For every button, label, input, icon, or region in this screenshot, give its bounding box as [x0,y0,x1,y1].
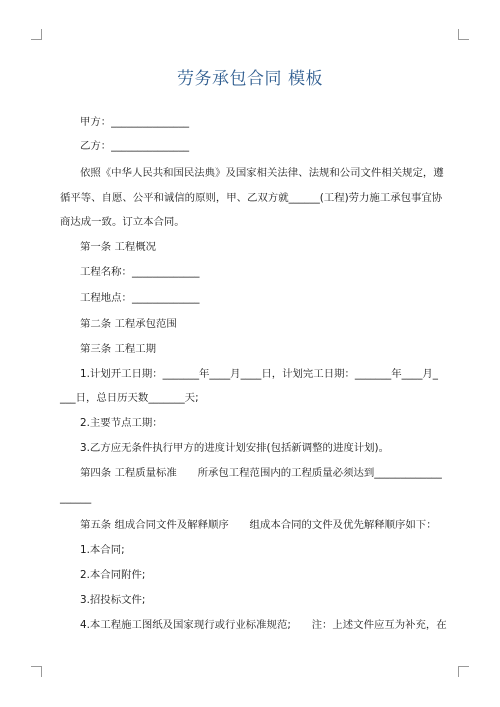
article-5-heading: 第五条 组成合同文件及解释顺序 组成本合同的文件及优先解释顺序如下： [80,519,437,531]
contract-doc-item-2: 2.本合同附件; [80,569,146,581]
article-2-heading: 第二条 工程承包范围 [80,318,177,330]
article-3-heading: 第三条 工程工期 [80,343,157,355]
preamble-line-3: 商达成一致。订立本合同。 [60,216,185,228]
party-b-line: 乙方：_______________ [80,140,190,152]
project-name-line: 工程名称：_____________ [80,266,200,278]
contract-doc-item-4: 4.本工程施工图纸及国家现行或行业标准规范; 注：上述文件应互为补充，在 [80,619,447,631]
document-title: 劳务承包合同 模板 [177,69,323,89]
crop-mark-top-right [458,29,469,40]
preamble-line-2: 循平等、自愿、公平和诚信的原则，甲、乙双方就______(工程)劳力施工承包事宜协 [60,192,443,204]
crop-mark-bottom-left [31,666,42,677]
article-1-heading: 第一条 工程概况 [80,241,157,253]
crop-mark-top-left [31,29,42,40]
schedule-line-2: ___日，总日历天数_______天; [60,392,199,404]
contract-doc-item-1: 1.本合同; [80,544,125,556]
schedule-line-1: 1.计划开工日期：_______年____月____日，计划完工日期：_______年____月_ [80,368,438,380]
progress-plan-line: 3.乙方应无条件执行甲方的进度计划安排(包括新调整的进度计划)。 [80,442,389,454]
milestone-line: 2.主要节点工期： [80,417,163,429]
crop-mark-bottom-right [458,666,469,677]
contract-doc-item-3: 3.招投标文件; [80,594,146,606]
project-location-line: 工程地点：_____________ [80,292,200,304]
party-a-line: 甲方：_______________ [80,116,190,128]
article-4-continuation: ______ [60,492,92,504]
preamble-line-1: 依照《中华人民共和国民法典》及国家相关法律、法规和公司文件相关规定，遵 [80,167,444,179]
article-4-line: 第四条 工程质量标准 所承包工程范围内的工程质量必须达到_____________ [80,467,442,479]
